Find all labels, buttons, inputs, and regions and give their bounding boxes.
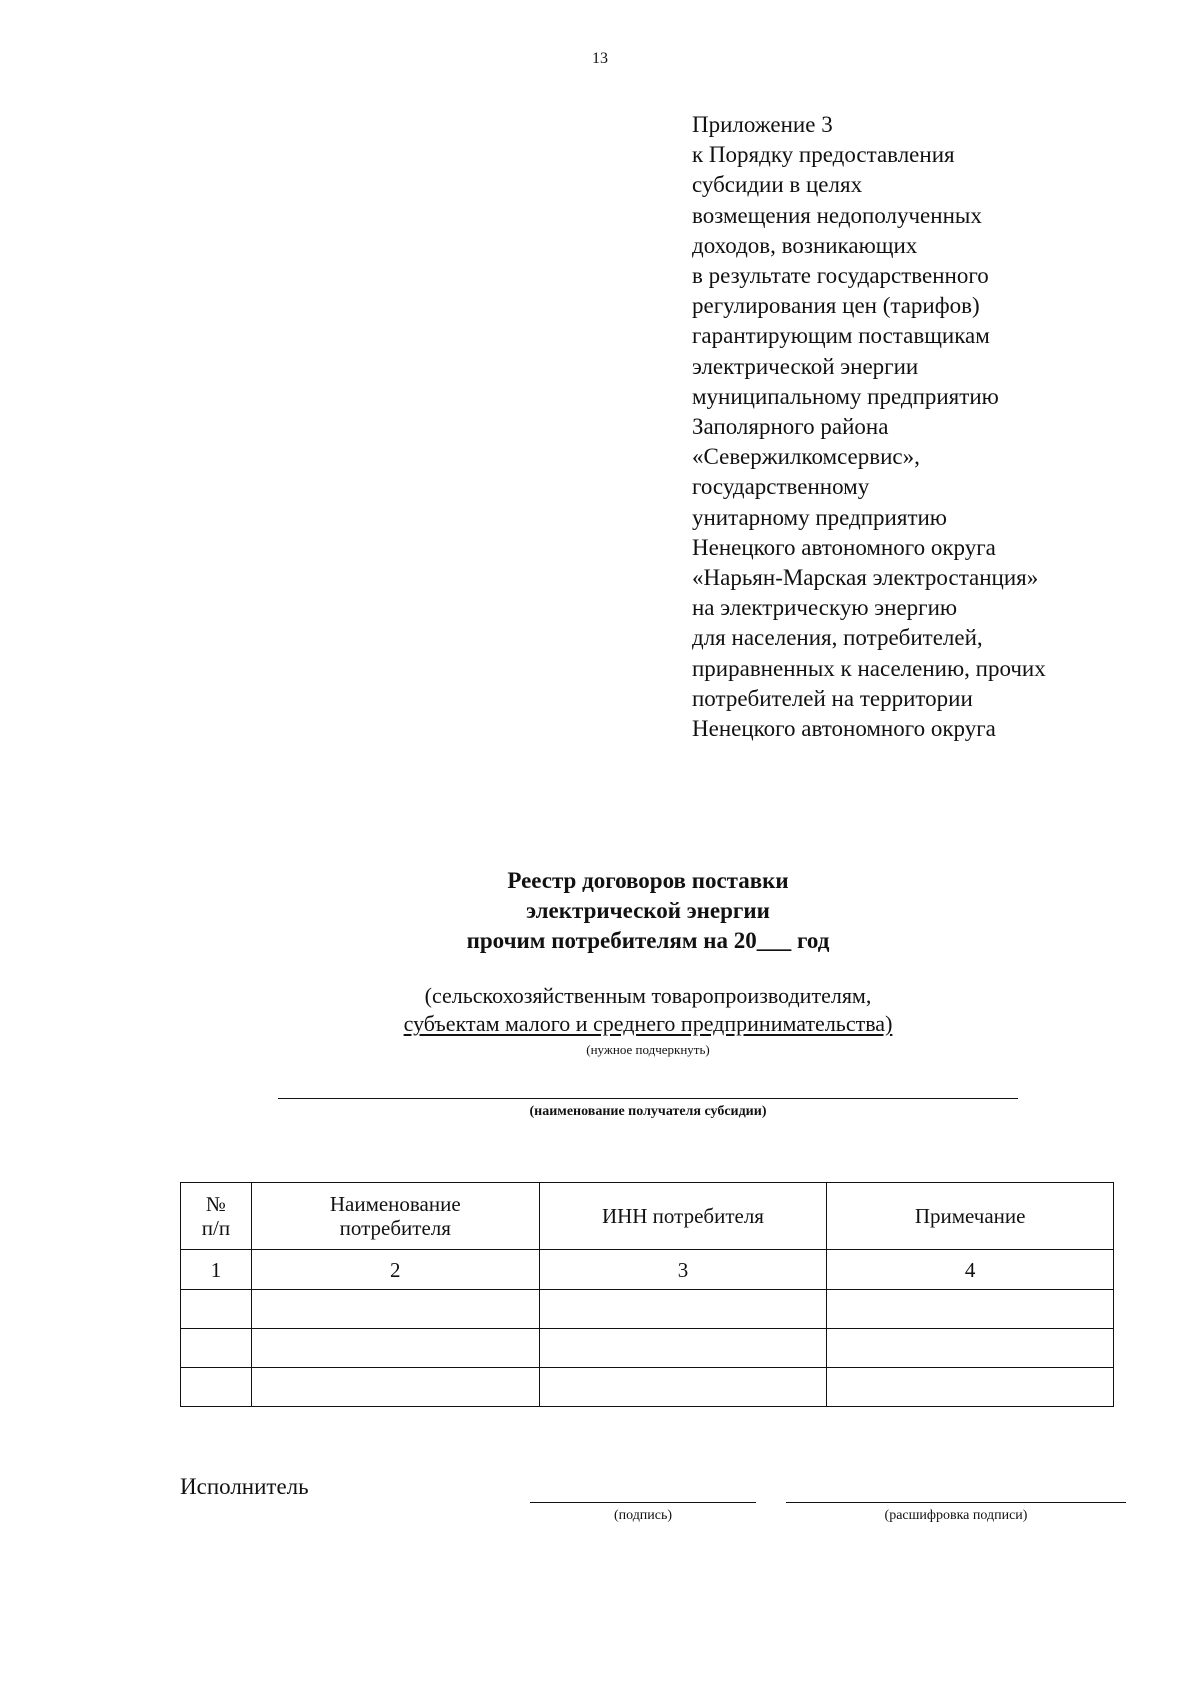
subtitle-line-underlined: субъектам малого и среднего предпринимательства) xyxy=(403,1011,893,1036)
column-number: 1 xyxy=(181,1250,252,1290)
appendix-line: унитарному предприятию xyxy=(692,504,947,530)
table-cell[interactable] xyxy=(181,1329,252,1368)
column-number-row xyxy=(181,1250,1114,1290)
table-header-row xyxy=(181,1183,1114,1250)
registry-table xyxy=(180,1182,1114,1407)
header-number-line: № xyxy=(205,1192,226,1216)
table-cell[interactable] xyxy=(251,1368,539,1407)
table-row xyxy=(181,1290,1114,1329)
table-cell[interactable] xyxy=(181,1368,252,1407)
header-consumer-name-line: Наименование xyxy=(329,1192,461,1216)
appendix-line: приравненных к населению, прочих xyxy=(692,655,1046,681)
appendix-line: электрической энергии xyxy=(692,353,919,379)
underline-hint: (нужное подчеркнуть) xyxy=(586,1042,710,1057)
table-row xyxy=(181,1329,1114,1368)
appendix-line: муниципальному предприятию xyxy=(692,383,999,409)
appendix-line: государственному xyxy=(692,474,870,500)
title-line: электрической энергии xyxy=(526,898,770,923)
signature-caption: (подпись) xyxy=(613,1508,673,1523)
appendix-line: в результате государственного xyxy=(692,263,989,289)
recipient-name-line xyxy=(278,1098,1018,1099)
document-title xyxy=(0,866,1200,956)
table-cell[interactable] xyxy=(251,1290,539,1329)
subtitle-line: (сельскохозяйственным товаропроизводителям, xyxy=(424,983,872,1008)
table-cell[interactable] xyxy=(827,1329,1114,1368)
table-cell[interactable] xyxy=(181,1290,252,1329)
title-line: Реестр договоров поставки xyxy=(507,868,789,893)
page-number: 13 xyxy=(592,50,608,67)
appendix-line: «Севержилкомсервис», xyxy=(692,444,920,470)
table-cell[interactable] xyxy=(251,1329,539,1368)
appendix-line: Ненецкого автономного округа xyxy=(692,534,996,560)
appendix-block xyxy=(692,110,1152,744)
appendix-line: гарантирующим поставщикам xyxy=(692,323,990,349)
title-line: прочим потребителям на 20___ год xyxy=(466,928,830,953)
signature-decryption-caption: (расшифровка подписи) xyxy=(884,1508,1028,1523)
signature-decryption-line xyxy=(786,1502,1126,1503)
column-number: 4 xyxy=(827,1250,1114,1290)
header-consumer-name-line: потребителя xyxy=(339,1216,451,1240)
table-cell[interactable] xyxy=(539,1368,827,1407)
appendix-line: на электрическую энергию xyxy=(692,595,958,621)
header-consumer-name xyxy=(251,1183,539,1250)
header-number-line: п/п xyxy=(201,1216,231,1240)
recipient-caption: (наименование получателя субсидии) xyxy=(529,1104,767,1119)
header-number xyxy=(181,1183,252,1250)
column-number: 3 xyxy=(539,1250,827,1290)
appendix-line: к Порядку предоставления xyxy=(692,142,955,168)
table-cell[interactable] xyxy=(539,1329,827,1368)
appendix-line: субсидии в целях xyxy=(692,172,863,198)
signature-line xyxy=(530,1502,756,1503)
table-cell[interactable] xyxy=(539,1290,827,1329)
appendix-line: регулирования цен (тарифов) xyxy=(692,293,980,319)
appendix-line: доходов, возникающих xyxy=(692,232,918,258)
appendix-line: возмещения недополученных xyxy=(692,202,982,228)
table-cell[interactable] xyxy=(827,1290,1114,1329)
executor-label: Исполнитель xyxy=(180,1474,309,1499)
appendix-line: Заполярного района xyxy=(692,414,889,440)
document-subtitle xyxy=(0,982,1200,1038)
appendix-line: для населения, потребителей, xyxy=(692,625,983,651)
appendix-line: «Нарьян-Марская электростанция» xyxy=(692,565,1039,591)
appendix-line: Приложение 3 xyxy=(692,112,833,137)
table-cell[interactable] xyxy=(827,1368,1114,1407)
header-inn: ИНН потребителя xyxy=(539,1183,827,1250)
appendix-line: Ненецкого автономного округа xyxy=(692,716,996,742)
column-number: 2 xyxy=(251,1250,539,1290)
header-note: Примечание xyxy=(827,1183,1114,1250)
appendix-line: потребителей на территории xyxy=(692,685,973,711)
table-row xyxy=(181,1368,1114,1407)
